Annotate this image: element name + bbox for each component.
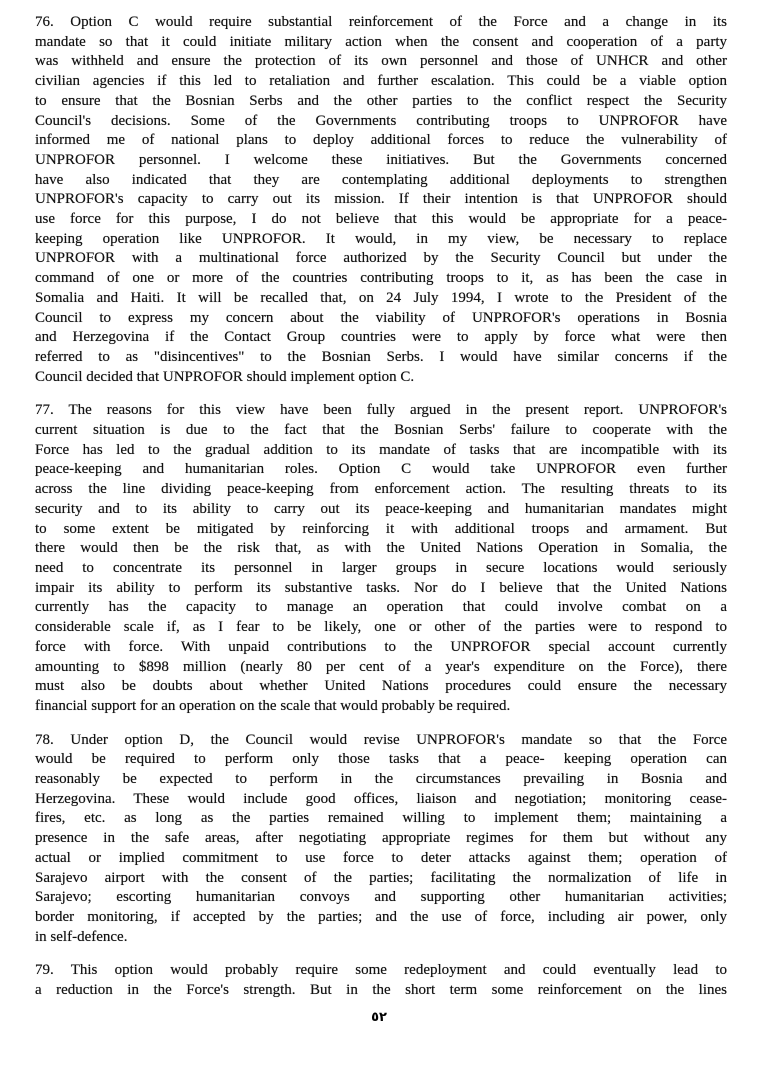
paragraph-78 — [35, 731, 727, 948]
text-line: currently has the capacity to manage an operation that could involve combat on a — [35, 599, 727, 616]
text-line: was withheld and ensure the protection of its own personnel and those of UNHCR and other — [35, 53, 727, 70]
text-line: Somalia and Haiti. It will be recalled that, on 24 July 1994, I wrote to the President of the — [35, 289, 727, 306]
text-line: across the line dividing peace-keeping from enforcement action. The resulting threats to its — [35, 481, 727, 498]
text-line: presence in the safe areas, after negotiating appropriate regimes for them but without any — [35, 830, 727, 847]
paragraph-76 — [35, 13, 727, 387]
text-line: considerable scale if, as I fear to be likely, one or other of the parties were to respond to — [35, 619, 727, 636]
text-line: there would then be the risk that, as with the United Nations Operation in Somalia, the — [35, 540, 727, 557]
text-line: mandate so that it could initiate military action when the consent and cooperation of a party — [35, 33, 727, 50]
paragraph-77 — [35, 401, 727, 716]
text-line: Sarajevo; escorting humanitarian convoys and supporting other humanitarian activities; — [35, 889, 727, 906]
text-line: UNPROFOR with a multinational force authorized by the Security Council but under the — [35, 250, 727, 267]
text-line: use force for this purpose, I do not believe that this would be appropriate for a peace- — [35, 211, 727, 228]
text-line: security and to its ability to carry out its peace-keeping and humanitarian mandates might — [35, 500, 727, 517]
text-line: force with force. With unpaid contributions to the UNPROFOR special account currently — [35, 638, 727, 655]
text-line: to ensure that the Bosnian Serbs and the other parties to the conflict respect the Security — [35, 92, 727, 109]
text-line: and Herzegovina if the Contact Group countries were to apply by force what were then — [35, 329, 727, 346]
text-line: 78. Under option D, the Council would revise UNPROFOR's mandate so that the Force — [35, 731, 727, 748]
text-line: financial support for an operation on the scale that would probably be required. — [35, 697, 511, 714]
text-line: 76. Option C would require substantial reinforcement of the Force and a change in its — [35, 14, 727, 30]
text-line: have also indicated that they are contemplating additional deployments to strengthen — [35, 171, 727, 188]
text-line: to some extent be mitigated by reinforcing it with additional troops and armament. But — [35, 520, 727, 537]
text-line: keeping operation like UNPROFOR. It would, in my view, be necessary to replace — [35, 230, 727, 247]
text-line: UNPROFOR's capacity to carry out its mission. If their intention is that UNPROFOR should — [35, 191, 727, 208]
text-line: current situation is due to the fact that the Bosnian Serbs' failure to cooperate with the — [35, 422, 727, 439]
text-line: border monitoring, if accepted by the parties; and the use of force, including air power, only — [35, 908, 727, 925]
text-line: need to concentrate its personnel in larger groups in secure locations would seriously — [35, 559, 727, 576]
text-line: UNPROFOR personnel. I welcome these initiatives. But the Governments concerned — [35, 151, 727, 168]
text-line: civilian agencies if this led to retaliation and further escalation. This could be a viable option — [35, 73, 727, 90]
text-line: Council to express my concern about the viability of UNPROFOR's operations in Bosnia — [35, 309, 727, 326]
text-line: would be required to perform only those tasks that a peace- keeping operation can — [35, 751, 727, 768]
text-block — [35, 13, 727, 1001]
text-line: reasonably be expected to perform in the circumstances prevailing in Bosnia and — [35, 771, 727, 788]
text-line: command of one or more of the countries contributing troops to it, as has been the case in — [35, 270, 727, 287]
text-line: Sarajevo airport with the consent of the parties; facilitating the normalization of life in — [35, 869, 727, 886]
text-line: 79. This option would probably require some redeployment and could eventually lead to — [35, 962, 727, 979]
text-line: Council decided that UNPROFOR should implement option C. — [35, 368, 415, 385]
text-line: Force has led to the gradual addition to its mandate of tasks that are incompatible with its — [35, 441, 727, 458]
text-line: referred to as "disincentives" to the Bosnian Serbs. I would have similar concerns if the — [35, 348, 727, 365]
text-line: must also be doubts about whether United Nations procedures could ensure the necessary — [35, 678, 727, 695]
text-line: peace-keeping and humanitarian roles. Option C would take UNPROFOR even further — [35, 461, 727, 478]
paragraph-79 — [35, 961, 727, 1000]
text-line: Council's decisions. Some of the Governments contributing troops to UNPROFOR have — [35, 112, 727, 129]
text-line: informed me of national plans to deploy additional forces to reduce the vulnerability of — [35, 132, 727, 149]
text-line: 77. The reasons for this view have been fully argued in the present report. UNPROFOR's — [35, 402, 727, 419]
text-line: impair its ability to perform its substantive tasks. Nor do I believe that the United Nations — [35, 579, 727, 596]
page-number: ٥٢ — [371, 1010, 387, 1025]
text-line: a reduction in the Force's strength. But in the short term some reinforcement on the lines — [35, 982, 727, 999]
text-line: in self-defence. — [35, 928, 128, 945]
text-line: actual or implied commitment to use force to deter attacks against them; operation of — [35, 849, 727, 866]
text-line: Herzegovina. These would include good offices, liaison and negotiation; monitoring cease- — [35, 790, 727, 807]
text-line: fires, etc. as long as the parties remained willing to implement them; maintaining a — [35, 810, 727, 827]
text-line: amounting to $898 million (nearly 80 per cent of a year's expenditure on the Force), there — [35, 658, 727, 675]
